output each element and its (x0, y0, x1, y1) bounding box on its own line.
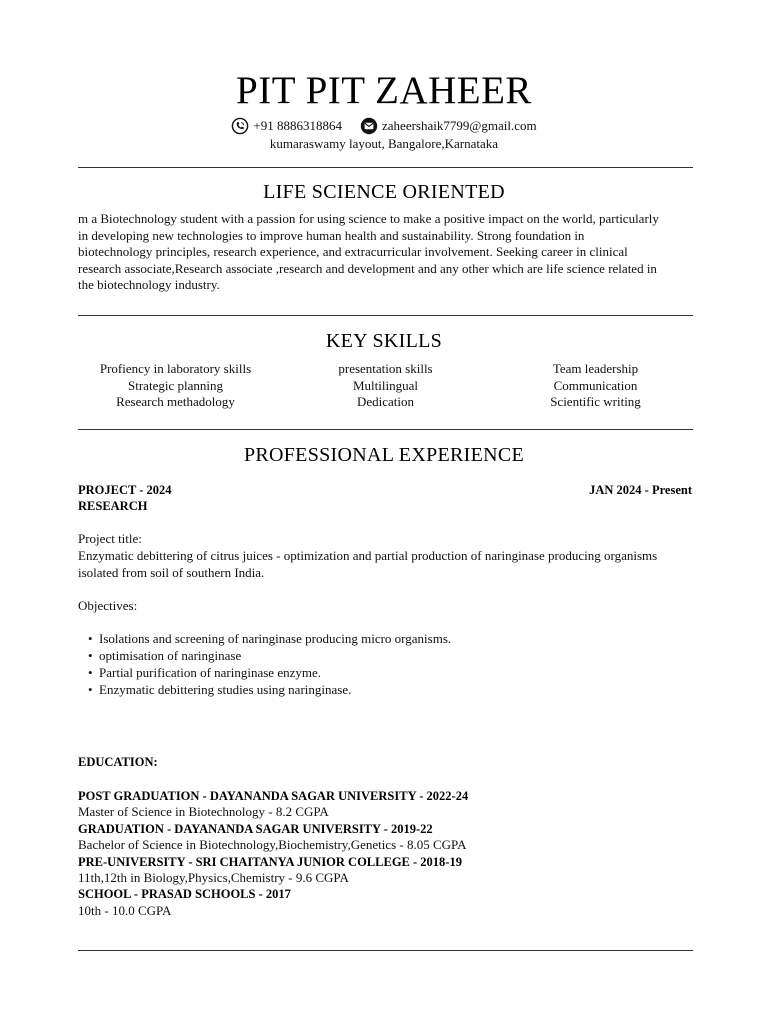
education-detail: Master of Science in Biotechnology - 8.2 CGPA (78, 804, 329, 820)
education-heading: PRE-UNIVERSITY - SRI CHAITANYA JUNIOR COLLEGE - 2018-19 (78, 854, 462, 869)
project-line: Enzymatic debittering of citrus juices - optimization and partial production of naringinase producing organisms (78, 548, 658, 563)
education-detail: Bachelor of Science in Biotechnology,Biochemistry,Genetics - 8.05 CGPA (78, 837, 467, 853)
skill-item: Team leadership (552, 361, 639, 376)
skill-item: Multilingual (353, 377, 418, 393)
experience-title: PROFESSIONAL EXPERIENCE (243, 444, 525, 466)
email-address: zaheershaik7799@gmail.com (382, 118, 537, 133)
education-title: EDUCATION: (78, 755, 158, 769)
divider (78, 429, 693, 430)
objective-item: • Isolations and screening of naringinase producing micro organisms. (88, 630, 451, 647)
objectives-list (88, 630, 451, 698)
divider (78, 950, 693, 951)
skill-item: Scientific writing (550, 394, 641, 410)
summary-line: biotechnology principles, research experience, and extracurricular involvement. Seeking career in clinical (78, 244, 628, 259)
divider (78, 315, 693, 316)
project-label: Project title: (78, 531, 142, 546)
contact-row (0, 117, 768, 135)
summary-paragraph (78, 211, 698, 294)
phone-icon (231, 117, 249, 135)
education-heading: SCHOOL - PRASAD SCHOOLS - 2017 (78, 887, 291, 902)
skill-item: Research methadology (116, 394, 235, 410)
objective-item: • Partial purification of naringinase enzyme. (88, 664, 451, 681)
objective-item: • Enzymatic debittering studies using naringinase. (88, 681, 451, 698)
phone-number: +91 8886318864 (253, 118, 343, 133)
objective-item: • optimisation of naringinase (88, 647, 451, 664)
education-heading: GRADUATION - DAYANANDA SAGAR UNIVERSITY - 2019-22 (78, 821, 433, 836)
summary-line: in developing new technologies to improve human health and sustainability. Strong foundation in (78, 227, 585, 243)
education-detail: 10th - 10.0 CGPA (78, 902, 172, 918)
skill-item: Profiency in laboratory skills (99, 361, 252, 376)
experience-type: RESEARCH (78, 499, 148, 513)
resume-name: PIT PIT ZAHEER (236, 69, 532, 112)
education-heading: POST GRADUATION - DAYANANDA SAGAR UNIVERSITY - 2022-24 (78, 789, 469, 803)
experience-role: PROJECT - 2024 (78, 483, 172, 497)
education-detail: 11th,12th in Biology,Physics,Chemistry - 9.6 CGPA (78, 870, 349, 886)
objectives-label: Objectives: (78, 598, 138, 613)
skill-item: presentation skills (338, 361, 433, 376)
summary-line: the biotechnology industry. (78, 277, 220, 292)
skill-item: Communication (553, 377, 638, 393)
summary-title: LIFE SCIENCE ORIENTED (263, 181, 505, 203)
experience-dates: JAN 2024 - Present (589, 483, 692, 497)
skills-grid (78, 361, 693, 411)
divider (78, 167, 693, 168)
education-list (78, 788, 468, 919)
project-description (78, 548, 698, 581)
email-icon (360, 117, 378, 135)
skill-item: Strategic planning (128, 377, 223, 393)
summary-line: m a Biotechnology student with a passion for using science to make a positive impact on the world, particularly (78, 211, 659, 226)
skills-title: KEY SKILLS (325, 330, 443, 352)
project-line: isolated from soil of southern India. (78, 564, 265, 580)
summary-line: research associate,Research associate ,research and development and any other which are life science related in (78, 260, 657, 276)
skill-item: Dedication (356, 394, 415, 410)
address: kumaraswamy layout, Bangalore,Karnataka (269, 136, 499, 151)
